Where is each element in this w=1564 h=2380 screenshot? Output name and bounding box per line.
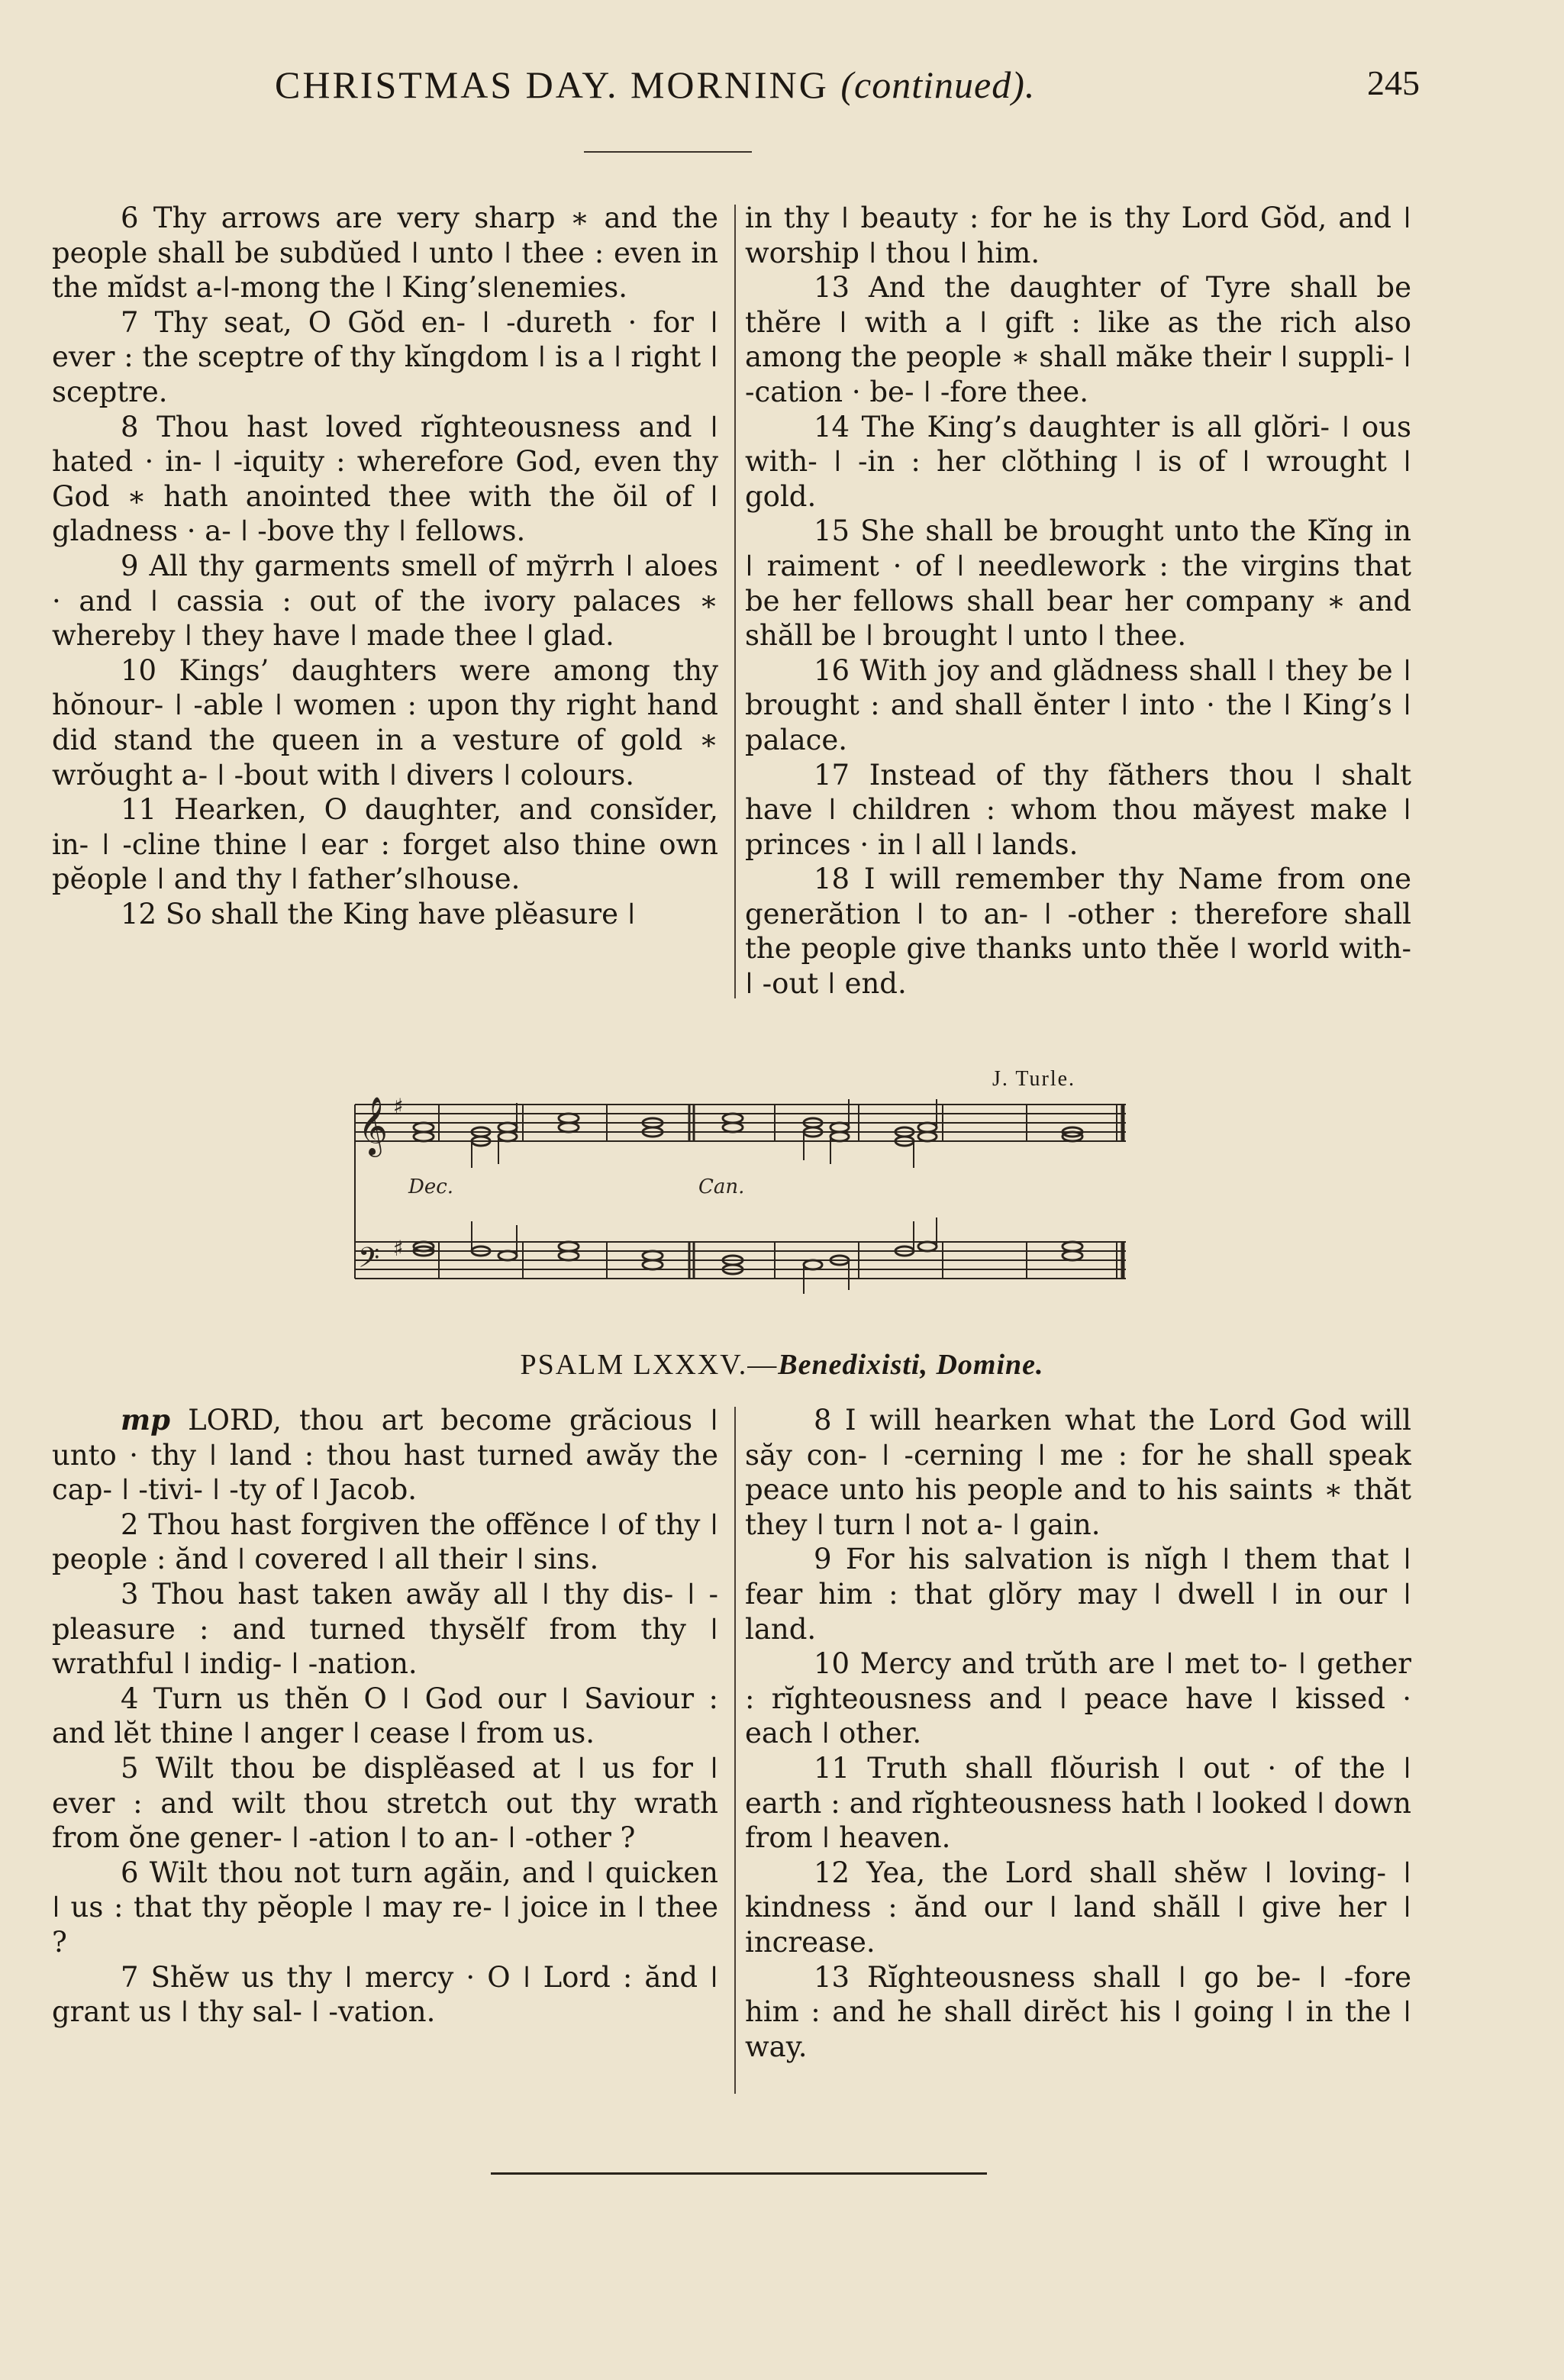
verse: 8 Thou hast loved rĭghteousness and ǀ hated · in- ǀ -iquity : wherefore God, even thy God ∗ hath anointed thee with the ŏil of ǀ gladness · a- ǀ -bove thy ǀ fellows. xyxy=(52,410,718,548)
svg-text:𝄞: 𝄞 xyxy=(358,1096,389,1155)
verse: 10 Mercy and trŭth are ǀ met to- ǀ gether : rĭghteousness and ǀ peace have ǀ kissed · each ǀ other. xyxy=(745,1647,1411,1750)
column-divider xyxy=(734,1407,736,2094)
verse: 3 Thou hast taken awăy all ǀ thy dis- ǀ -pleasure : and turned thysĕlf from thy ǀ wrathful ǀ indig- ǀ -nation. xyxy=(52,1577,718,1681)
verse: 9 For his salvation is nĭgh ǀ them that ǀ fear him : that glŏry may ǀ dwell ǀ in our ǀ land. xyxy=(745,1543,1411,1646)
verse: 13 And the daughter of Tyre shall be thĕre ǀ with a ǀ gift : like as the rich also among the people ∗ shall măke their ǀ suppli- ǀ -cation · be- ǀ -fore thee. xyxy=(745,271,1411,408)
verse: 10 Kings’ daughters were among thy hŏnour- ǀ -able ǀ women : upon thy right hand did stand the queen in a vesture of gold ∗ wrŏught a- ǀ -bout with ǀ divers ǀ colours. xyxy=(52,653,718,792)
verse xyxy=(52,1403,718,1508)
verse-text: LORD, thou art become grăcious ǀ unto · thy ǀ land : thou hast turned awăy the cap- ǀ -tivi- ǀ -ty of ǀ Jacob. xyxy=(52,1404,718,1507)
header-title-italic: (continued). xyxy=(840,63,1036,106)
verse: 8 I will hearken what the Lord God will săy con- ǀ -cerning ǀ me : for he shall speak peace unto his people and to his saints ∗ thăt they ǀ turn ǀ not a- ǀ gain. xyxy=(745,1404,1411,1541)
verse: 11 Hearken, O daughter, and consĭder, in- ǀ -cline thine ǀ ear : forget also thine own pĕople ǀ and thy ǀ father’sǀhouse. xyxy=(52,793,718,896)
running-header xyxy=(275,63,1420,116)
cantoris-label: Can. xyxy=(698,1175,745,1198)
svg-text:♯: ♯ xyxy=(393,1094,404,1119)
verse: 12 So shall the King have plĕasure ǀ xyxy=(121,897,636,930)
verse: 18 I will remember thy Name from one generătion ǀ to an- ǀ -other : therefore shall the people give thanks unto thĕe ǀ world with- ǀ -out ǀ end. xyxy=(745,863,1411,1001)
psalm-number: PSALM LXXXV.— xyxy=(520,1349,779,1381)
bottom-rule xyxy=(491,2172,987,2175)
psalm85-left-column xyxy=(52,1403,718,2105)
svg-text:♯: ♯ xyxy=(393,1236,404,1261)
psalm45-left-column xyxy=(52,201,718,1002)
page-number: 245 xyxy=(1367,63,1420,102)
verse: 6 Thy arrows are very sharp ∗ and the people shall be subdŭed ǀ unto ǀ thee : even in the mĭdst a-ǀ-mong the ǀ King’sǀenemies. xyxy=(52,202,718,305)
verse: 16 With joy and glădness shall ǀ they be ǀ brought : and shall ĕnter ǀ into · the ǀ King’s ǀ palace. xyxy=(745,653,1411,756)
verse: 5 Wilt thou be displĕased at ǀ us for ǀ ever : and wilt thou stretch out thy wrath from ŏne gener- ǀ -ation ǀ to an- ǀ -other ? xyxy=(52,1751,718,1855)
verse: 7 Thy seat, O Gŏd en- ǀ -dureth · for ǀ ever : the sceptre of thy kĭngdom ǀ is a ǀ right ǀ sceptre. xyxy=(52,305,718,408)
psalm45-right-column xyxy=(745,201,1411,1002)
verse: 6 Wilt thou not turn agăin, and ǀ quicken ǀ us : that thy pĕople ǀ may re- ǀ joice in ǀ thee ? xyxy=(52,1856,718,1959)
header-title xyxy=(275,63,1035,107)
header-rule xyxy=(584,151,752,153)
verse-continuation: in thy ǀ beauty : for he is thy Lord Gŏd, and ǀ worship ǀ thou ǀ him. xyxy=(745,202,1411,269)
verse: 12 Yea, the Lord shall shĕw ǀ loving- ǀ kindness : ănd our ǀ land shăll ǀ give her ǀ increase. xyxy=(745,1856,1411,1959)
psalm85-right-column xyxy=(745,1403,1411,2105)
verse: 17 Instead of thy făthers thou ǀ shalt have ǀ children : whom thou măyest make ǀ princes · in ǀ all ǀ lands. xyxy=(745,758,1411,861)
column-divider xyxy=(734,205,736,998)
verse: 2 Thou hast forgiven the offĕnce ǀ of thy ǀ people : ănd ǀ covered ǀ all their ǀ sins. xyxy=(52,1508,718,1576)
verse: 13 Rĭghteousness shall ǀ go be- ǀ -fore him : and he shall dirĕct his ǀ going ǀ in the ǀ way. xyxy=(745,1960,1411,2063)
verse: 14 The King’s daughter is all glŏri- ǀ ous with- ǀ -in : her clŏthing ǀ is of ǀ wrought ǀ gold. xyxy=(745,410,1411,513)
verse: 7 Shĕw us thy ǀ mercy · O ǀ Lord : ănd ǀ grant us ǀ thy sal- ǀ -vation. xyxy=(52,1960,718,2029)
header-title-text: CHRISTMAS DAY. MORNING xyxy=(275,63,841,106)
chant-score xyxy=(347,1065,1133,1309)
dynamic-mark: mp xyxy=(121,1403,171,1437)
verse: 9 All thy garments smell of mўrrh ǀ aloes · and ǀ cassia : out of the ivory palaces ∗ whereby ǀ they have ǀ made thee ǀ glad. xyxy=(52,549,718,653)
composer-credit: J. Turle. xyxy=(992,1067,1076,1091)
decani-label: Dec. xyxy=(408,1175,454,1198)
psalm-heading xyxy=(0,1348,1564,1382)
verse: 4 Turn us thĕn O ǀ God our ǀ Saviour : and lĕt thine ǀ anger ǀ cease ǀ from us. xyxy=(52,1682,718,1750)
verse: 15 She shall be brought unto the Kĭng in ǀ raiment · of ǀ needlework : the virgins that be her fellows shall bear her company ∗ and shăll be ǀ brought ǀ unto ǀ thee. xyxy=(745,514,1411,653)
svg-text:𝄢: 𝄢 xyxy=(358,1242,380,1281)
verse: 11 Truth shall flŏurish ǀ out · of the ǀ earth : and rĭghteousness hath ǀ looked ǀ down from ǀ heaven. xyxy=(745,1751,1411,1855)
psalm-incipit: Benedixisti, Domine. xyxy=(778,1349,1044,1381)
